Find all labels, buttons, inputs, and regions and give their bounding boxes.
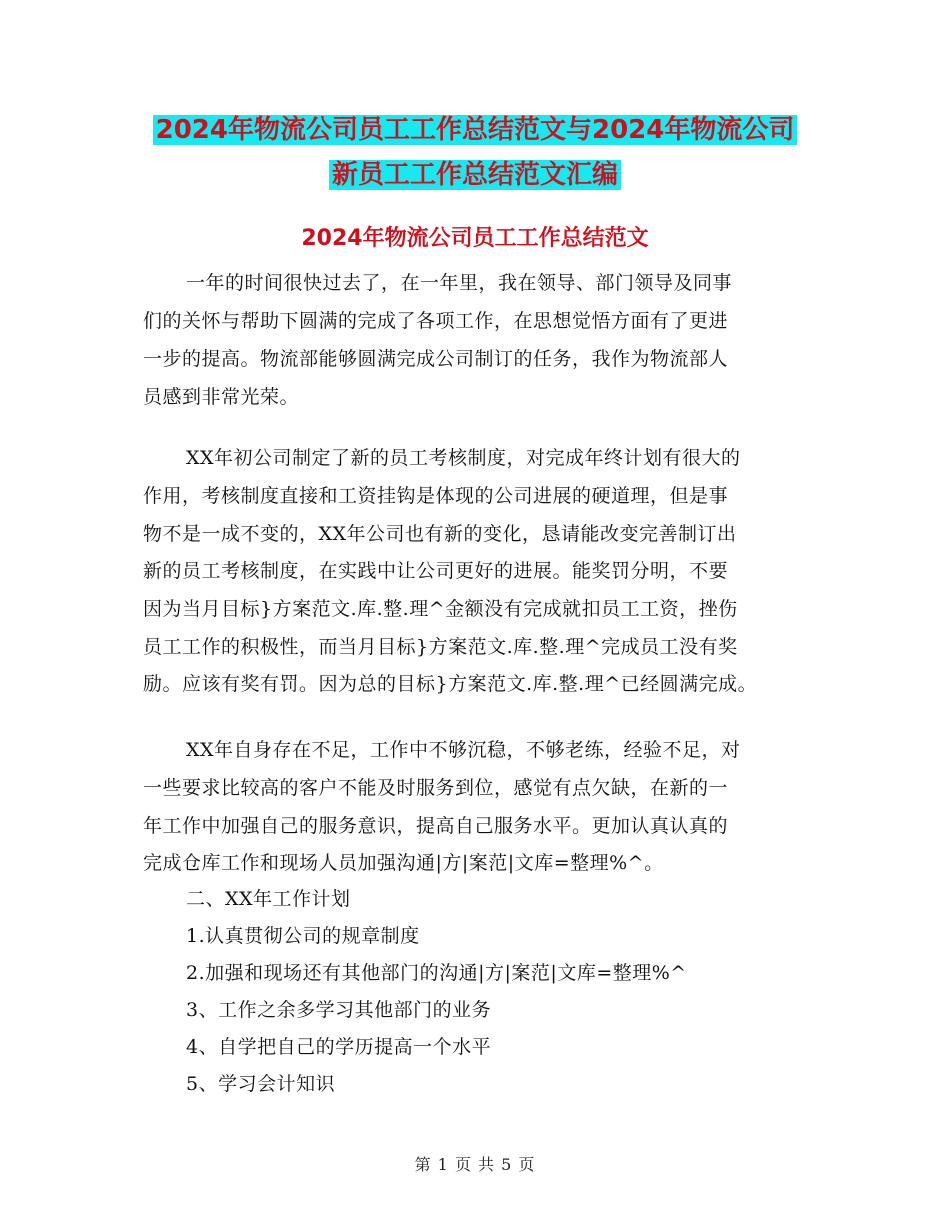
paragraph-2-line: 新的员工考核制度，在实践中让公司更好的进展。能奖罚分明，不要 xyxy=(143,560,729,582)
paragraph-1-line: 们的关怀与帮助下圆满的完成了各项工作，在思想觉悟方面有了更进 xyxy=(143,310,729,332)
document-title-line-1 xyxy=(0,110,950,150)
paragraph-1-line: 一步的提高。物流部能够圆满完成公司制订的任务，我作为物流部人 xyxy=(143,348,729,370)
paragraph-3-line: 完成仓库工作和现场人员加强沟通|方|案范|文库=整理%^。 xyxy=(143,852,664,874)
paragraph-2-line: 因为当月目标}方案范文.库.整.理^金额没有完成就扣员工工资，挫伤 xyxy=(143,598,738,620)
paragraph-1-line: 员感到非常光荣。 xyxy=(143,386,300,408)
plan-item: 5、学习会计知识 xyxy=(186,1073,336,1095)
document-title-line-2 xyxy=(0,155,950,195)
plan-heading: 二、XX年工作计划 xyxy=(186,888,351,910)
paragraph-2-line: XX年初公司制定了新的员工考核制度，对完成年终计划有很大的 xyxy=(186,447,741,469)
paragraph-3-line: 年工作中加强自己的服务意识，提高自己服务水平。更加认真认真的 xyxy=(143,815,729,837)
section-title: 2024年物流公司员工工作总结范文 xyxy=(301,226,649,251)
document-title-text-1: 2024年物流公司员工工作总结范文与2024年物流公司 xyxy=(153,115,798,145)
paragraph-2-line: 励。应该有奖有罚。因为总的目标}方案范文.库.整.理^已经圆满完成。 xyxy=(143,673,758,695)
paragraph-3-line: XX年自身存在不足，工作中不够沉稳，不够老练，经验不足，对 xyxy=(186,739,741,761)
page-number-footer: 第 1 页 共 5 页 xyxy=(414,1155,536,1174)
plan-item: 1.认真贯彻公司的规章制度 xyxy=(186,925,420,947)
plan-item: 2.加强和现场还有其他部门的沟通|方|案范|文库=整理%^ xyxy=(186,962,687,984)
plan-item: 3、工作之余多学习其他部门的业务 xyxy=(186,999,492,1021)
paragraph-2-line: 物不是一成不变的，XX年公司也有新的变化，恳请能改变完善制订出 xyxy=(143,523,737,545)
paragraph-2-line: 作用，考核制度直接和工资挂钩是体现的公司进展的硬道理，但是事 xyxy=(143,485,729,507)
plan-item: 4、自学把自己的学历提高一个水平 xyxy=(186,1036,492,1058)
paragraph-2-line: 员工工作的积极性，而当月目标}方案范文.库.整.理^完成员工没有奖 xyxy=(143,636,738,658)
paragraph-3-line: 一些要求比较高的客户不能及时服务到位，感觉有点欠缺，在新的一 xyxy=(143,777,729,799)
paragraph-1-line: 一年的时间很快过去了，在一年里，我在领导、部门领导及同事 xyxy=(186,272,733,294)
document-title-text-2: 新员工工作总结范文汇编 xyxy=(329,160,621,190)
